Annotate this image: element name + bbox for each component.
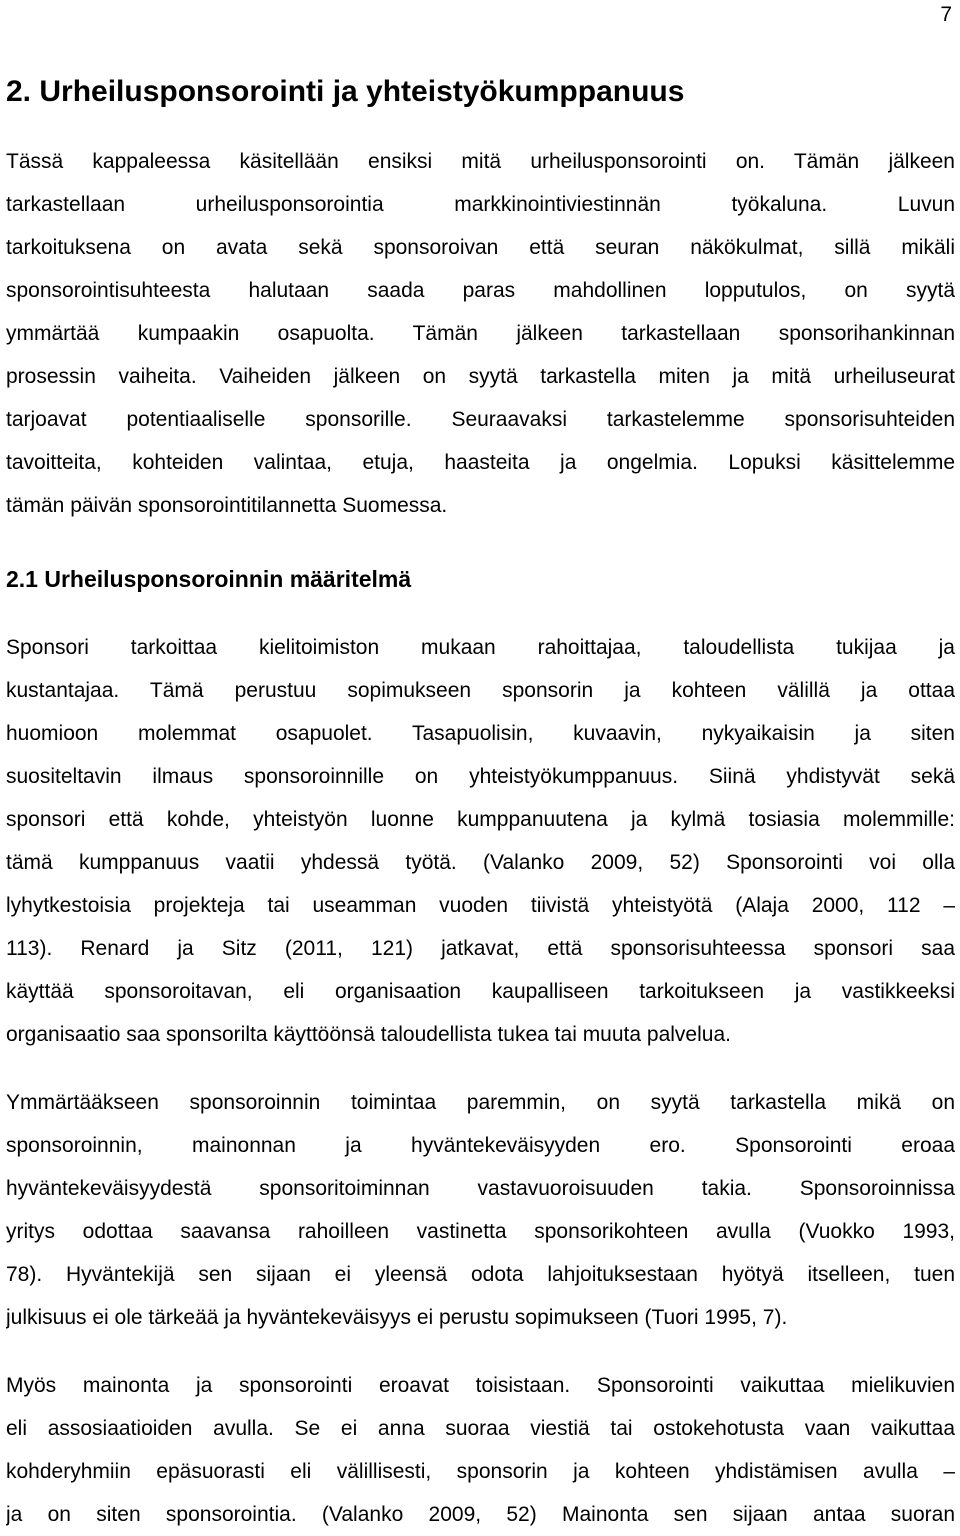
- paragraph-line: sponsorointisuhteesta halutaan saada paras mahdollinen lopputulos, on syytä: [6, 279, 955, 302]
- paragraph-line: tämän päivän sponsorointitilannetta Suomessa.: [6, 494, 448, 517]
- paragraph-line: 78). Hyväntekijä sen sijaan ei yleensä odota lahjoituksestaan hyötyä itselleen, tuen: [6, 1263, 955, 1286]
- paragraph-definition: [6, 626, 955, 1056]
- paragraph-advertising: [6, 1364, 955, 1536]
- paragraph-line: kustantajaa. Tämä perustuu sopimukseen sponsorin ja kohteen välillä ja ottaa: [6, 679, 955, 702]
- paragraph-line: suositeltavin ilmaus sponsoroinnille on yhteistyökumppanuus. Siinä yhdistyvät sekä: [6, 765, 955, 788]
- paragraph-line: tarkoituksena on avata sekä sponsoroivan että seuran näkökulmat, sillä mikäli: [6, 236, 955, 259]
- paragraph-line: ymmärtää kumpaakin osapuolta. Tämän jälkeen tarkastellaan sponsorihankinnan: [6, 322, 955, 345]
- paragraph-line: julkisuus ei ole tärkeää ja hyväntekeväisyys ei perustu sopimukseen (Tuori 1995, 7).: [6, 1306, 788, 1329]
- paragraph-line: Ymmärtääkseen sponsoroinnin toimintaa paremmin, on syytä tarkastella mikä on: [6, 1091, 955, 1114]
- paragraph-line: sponsori että kohde, yhteistyön luonne kumppanuutena ja kylmä tosiasia molemmille:: [6, 808, 955, 831]
- paragraph-line: tarkastellaan urheilusponsorointia markkinointiviestinnän työkaluna. Luvun: [6, 193, 955, 216]
- paragraph-line: 113). Renard ja Sitz (2011, 121) jatkavat, että sponsorisuhteessa sponsori saa: [6, 937, 955, 960]
- paragraph-line: eli assosiaatioiden avulla. Se ei anna suoraa viestiä tai ostokehotusta vaan vaikuttaa: [6, 1417, 955, 1440]
- paragraph-line: Myös mainonta ja sponsorointi eroavat toisistaan. Sponsorointi vaikuttaa mielikuvien: [6, 1374, 955, 1397]
- paragraph-line: huomioon molemmat osapuolet. Tasapuolisin, kuvaavin, nykyaikaisin ja siten: [6, 722, 955, 745]
- paragraph-line: tämä kumppanuus vaatii yhdessä työtä. (Valanko 2009, 52) Sponsorointi voi olla: [6, 851, 955, 874]
- section-heading: 2.1 Urheilusponsoroinnin määritelmä: [6, 566, 412, 592]
- paragraph-line: sponsoroinnin, mainonnan ja hyväntekeväisyyden ero. Sponsorointi eroaa: [6, 1134, 955, 1157]
- paragraph-line: yritys odottaa saavansa rahoilleen vastinetta sponsorikohteen avulla (Vuokko 1993,: [6, 1220, 955, 1243]
- paragraph-line: ja on siten sponsorointia. (Valanko 2009, 52) Mainonta sen sijaan antaa suoran: [6, 1503, 955, 1526]
- page-number: 7: [940, 3, 952, 26]
- paragraph-line: prosessin vaiheita. Vaiheiden jälkeen on syytä tarkastella miten ja mitä urheiluseurat: [6, 365, 955, 388]
- paragraph-line: Sponsori tarkoittaa kielitoimiston mukaan rahoittajaa, taloudellista tukijaa ja: [6, 636, 955, 659]
- paragraph-line: Tässä kappaleessa käsitellään ensiksi mitä urheilusponsorointi on. Tämän jälkeen: [6, 150, 955, 173]
- paragraph-line: hyväntekeväisyydestä sponsoritoiminnan vastavuoroisuuden takia. Sponsoroinnissa: [6, 1177, 955, 1200]
- paragraph-line: kohderyhmiin epäsuorasti eli välillisesti, sponsorin ja kohteen yhdistämisen avulla –: [6, 1460, 955, 1483]
- paragraph-line: tarjoavat potentiaaliselle sponsorille. Seuraavaksi tarkastelemme sponsorisuhteiden: [6, 408, 955, 431]
- paragraph-intro: [6, 140, 955, 527]
- paragraph-comparison: [6, 1081, 955, 1339]
- paragraph-line: käyttää sponsoroitavan, eli organisaation kaupalliseen tarkoitukseen ja vastikkeeksi: [6, 980, 955, 1003]
- paragraph-line: organisaatio saa sponsorilta käyttöönsä taloudellista tukea tai muuta palvelua.: [6, 1023, 731, 1046]
- paragraph-line: tavoitteita, kohteiden valintaa, etuja, haasteita ja ongelmia. Lopuksi käsittelemme: [6, 451, 955, 474]
- paragraph-line: lyhytkestoisia projekteja tai useamman vuoden tiivistä yhteistyötä (Alaja 2000, 112 –: [6, 894, 955, 917]
- chapter-heading: 2. Urheilusponsorointi ja yhteistyökumppanuus: [6, 75, 685, 108]
